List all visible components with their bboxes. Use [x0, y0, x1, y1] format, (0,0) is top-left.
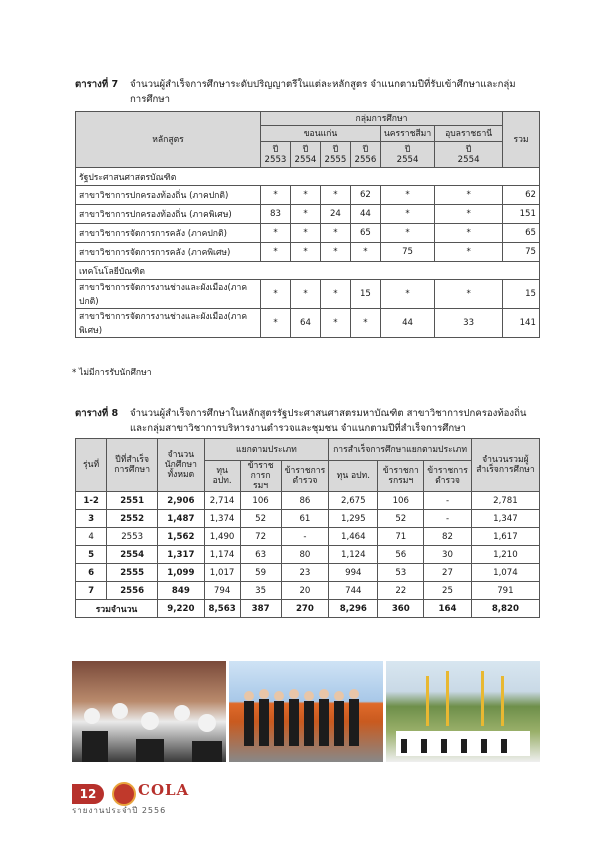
table8-subheader-cell: ทุน อปท. — [204, 461, 240, 492]
table8-cell: 35 — [240, 582, 281, 600]
table8-cell: 52 — [240, 510, 281, 528]
table8-cell: 2556 — [107, 582, 158, 600]
table8-cell: 23 — [281, 564, 329, 582]
table8-cell: 56 — [378, 546, 424, 564]
table8-cell: 53 — [378, 564, 424, 582]
table7-year-prefix: ปี — [272, 144, 279, 155]
table8-row — [76, 546, 540, 564]
table7-cell: 75 — [503, 243, 540, 262]
table7-row — [76, 309, 540, 338]
table7-year-prefix: ปี — [302, 144, 309, 155]
table7-cell: * — [260, 243, 290, 262]
table8 — [75, 438, 540, 618]
table7-caption-line1: จำนวนผู้สำเร็จการศึกษาระดับปริญญาตรีในแต่ละหลักสูตร จำแนกตามปีที่รับเข้าศึกษาและกลุ่ม — [130, 79, 516, 90]
table8-total-cell: 8,820 — [471, 600, 539, 618]
table8-cell: 2551 — [107, 492, 158, 510]
table7-year-prefix: ปี — [362, 144, 369, 155]
table8-cell: 3 — [76, 510, 107, 528]
table8-cell: 71 — [378, 528, 424, 546]
table8-total-cell: 387 — [240, 600, 281, 618]
table8-cell: 52 — [378, 510, 424, 528]
table7-cell: * — [350, 309, 380, 338]
table8-cell: 1-2 — [76, 492, 107, 510]
table7-year-prefix: ปี — [465, 144, 472, 155]
table7-cell: * — [320, 280, 350, 309]
cola-logo: COLA — [138, 781, 190, 799]
table7-cell: * — [350, 243, 380, 262]
table7-cell: * — [435, 205, 503, 224]
table7-note: * ไม่มีการรับนักศึกษา — [72, 368, 152, 378]
table7-cell: 15 — [503, 280, 540, 309]
table7-cell: * — [380, 186, 434, 205]
table7-caption — [75, 77, 516, 107]
table7-cell: 44 — [380, 309, 434, 338]
table8-cell: 4 — [76, 528, 107, 546]
table7-cell: 141 — [503, 309, 540, 338]
table7-cell: * — [290, 224, 320, 243]
table8-cell: 82 — [424, 528, 472, 546]
table8-cell: 7 — [76, 582, 107, 600]
table7-header-nakhon: นครราชสีมา — [380, 126, 434, 142]
table8-cell: 86 — [281, 492, 329, 510]
table8-total-cell: 164 — [424, 600, 472, 618]
table8-cell: 791 — [471, 582, 539, 600]
table8-cell: 794 — [204, 582, 240, 600]
table8-total-cell: 9,220 — [158, 600, 205, 618]
table7-cell: * — [260, 309, 290, 338]
table7-year-prefix: ปี — [404, 144, 411, 155]
table8-cell: 744 — [329, 582, 378, 600]
table7-cell: * — [380, 280, 434, 309]
table8-cell: 1,074 — [471, 564, 539, 582]
table7-row — [76, 224, 540, 243]
table7-cell: 24 — [320, 205, 350, 224]
table8-total-row — [76, 600, 540, 618]
table8-cell: 1,210 — [471, 546, 539, 564]
table8-header-students: จำนวนนักศึกษาทั้งหมด — [158, 439, 205, 492]
table8-cell: 2,675 — [329, 492, 378, 510]
table7-section-row — [76, 168, 540, 186]
table7-cell: 62 — [503, 186, 540, 205]
table7-cell: 62 — [350, 186, 380, 205]
table8-cell: 25 — [424, 582, 472, 600]
table7-year-cell — [380, 142, 434, 168]
table7-year-prefix: ปี — [332, 144, 339, 155]
table7-cell: * — [435, 186, 503, 205]
table7-row — [76, 205, 540, 224]
table7-header-group: กลุ่มการศึกษา — [260, 112, 502, 126]
table8-cell: 2553 — [107, 528, 158, 546]
table7-cell: * — [320, 186, 350, 205]
table7-cell: * — [435, 280, 503, 309]
table8-body — [76, 492, 540, 618]
table8-cell: 1,617 — [471, 528, 539, 546]
table7-cell: 83 — [260, 205, 290, 224]
table7-course-name: สาขาวิชาการจัดการการคลัง (ภาคปกติ) — [76, 224, 261, 243]
table8-caption — [75, 406, 526, 436]
table8-subheader-cell: ข้าราชการตำรวจ — [281, 461, 329, 492]
photo-group-figures — [229, 661, 383, 762]
table8-cell: 1,487 — [158, 510, 205, 528]
table7-year-value: 2555 — [324, 154, 347, 165]
table8-cell: 27 — [424, 564, 472, 582]
table7-year-value: 2556 — [354, 154, 377, 165]
table8-cell: 2554 — [107, 546, 158, 564]
page-number: 12 — [72, 784, 104, 804]
table7-cell: * — [260, 224, 290, 243]
table8-cell: 1,562 — [158, 528, 205, 546]
table8-cell: 30 — [424, 546, 472, 564]
table7-header-total: รวม — [503, 112, 540, 168]
table8-total-cell: 270 — [281, 600, 329, 618]
table8-subheader-cell: ข้าราชการกรมฯ — [378, 461, 424, 492]
table7-cell: * — [380, 224, 434, 243]
table8-cell: 1,017 — [204, 564, 240, 582]
table8-cell: 61 — [281, 510, 329, 528]
table7-cell: 33 — [435, 309, 503, 338]
table8-row — [76, 564, 540, 582]
table8-cell: 1,490 — [204, 528, 240, 546]
table7-cell: * — [320, 309, 350, 338]
table8-cell: - — [424, 510, 472, 528]
table8-cell: 1,174 — [204, 546, 240, 564]
photo-classroom — [72, 661, 226, 762]
table7-course-name: สาขาวิชาการปกครองท้องถิ่น (ภาคพิเศษ) — [76, 205, 261, 224]
table7-cell: 64 — [290, 309, 320, 338]
table8-cell: 59 — [240, 564, 281, 582]
table8-caption-line1: จำนวนผู้สำเร็จการศึกษาในหลักสูตรรัฐประศาสนศาสตรมหาบัณฑิต สาขาวิชาการปกครองท้องถิ่น — [130, 408, 527, 419]
table7-cell: 44 — [350, 205, 380, 224]
table7-year-value: 2554 — [396, 154, 419, 165]
table8-cell: 106 — [240, 492, 281, 510]
table8-caption-line2: และกลุ่มสาขาวิชาการบริหารงานตำรวจและชุมชน จำแนกตามปีที่สำเร็จการศึกษา — [130, 423, 466, 434]
table7 — [75, 111, 540, 338]
table8-cell: 1,124 — [329, 546, 378, 564]
table7-year-value: 2553 — [264, 154, 287, 165]
photo-ceremony-figures — [386, 661, 540, 762]
table7-course-name: สาขาวิชาการจัดการงานช่างและผังเมือง(ภาคปกติ) — [76, 280, 261, 309]
table7-course-name: สาขาวิชาการจัดการงานช่างและผังเมือง(ภาคพิเศษ) — [76, 309, 261, 338]
table8-total-cell: 360 — [378, 600, 424, 618]
table7-cell: * — [435, 243, 503, 262]
table7-year-value: 2554 — [457, 154, 480, 165]
table7-year-cell — [320, 142, 350, 168]
table7-cell: * — [290, 243, 320, 262]
photo-classroom-figures — [72, 661, 226, 762]
table8-cell: 6 — [76, 564, 107, 582]
table8-header-batch: รุ่นที่ — [76, 439, 107, 492]
table8-row — [76, 510, 540, 528]
table8-cell: 849 — [158, 582, 205, 600]
table7-row — [76, 243, 540, 262]
table8-total-cell: 8,296 — [329, 600, 378, 618]
table7-cell: * — [435, 224, 503, 243]
table7-label: ตารางที่ 7 — [75, 79, 119, 90]
table7-year-cell — [260, 142, 290, 168]
table7-section-row — [76, 262, 540, 280]
table8-cell: 106 — [378, 492, 424, 510]
table8-cell: 2555 — [107, 564, 158, 582]
table8-subheader-cell: ข้าราชการกรมฯ — [240, 461, 281, 492]
table7-cell: * — [290, 186, 320, 205]
table8-row — [76, 528, 540, 546]
table7-year-cell — [350, 142, 380, 168]
table8-subheader-cell: ข้าราชการตำรวจ — [424, 461, 472, 492]
table7-cell: * — [290, 280, 320, 309]
table7-cell: * — [320, 243, 350, 262]
annual-report-label: รายงานประจำปี 2556 — [72, 806, 167, 815]
table8-header-grad-bytype: การสำเร็จการศึกษาแยกตามประเภท — [329, 439, 472, 461]
table8-cell: 1,317 — [158, 546, 205, 564]
table7-year-value: 2554 — [294, 154, 317, 165]
table7-course-name: สาขาวิชาการปกครองท้องถิ่น (ภาคปกติ) — [76, 186, 261, 205]
table7-cell: 75 — [380, 243, 434, 262]
table7-row — [76, 186, 540, 205]
table8-cell: 22 — [378, 582, 424, 600]
table7-cell: 15 — [350, 280, 380, 309]
table7-header-khonkaen: ขอนแก่น — [260, 126, 380, 142]
college-seal-icon — [112, 782, 136, 806]
table7-body — [76, 168, 540, 338]
table8-cell: 63 — [240, 546, 281, 564]
table8-cell: 1,347 — [471, 510, 539, 528]
table8-cell: 1,464 — [329, 528, 378, 546]
table7-section-title: รัฐประศาสนศาสตรบัณฑิต — [76, 168, 540, 186]
table8-cell: 72 — [240, 528, 281, 546]
table7-row — [76, 280, 540, 309]
table7-caption-line2: การศึกษา — [130, 94, 170, 105]
table8-cell: 994 — [329, 564, 378, 582]
table8-header-year: ปีที่สำเร็จการศึกษา — [107, 439, 158, 492]
table7-cell: * — [260, 186, 290, 205]
table7-header-course: หลักสูตร — [76, 112, 261, 168]
table7-year-cell — [290, 142, 320, 168]
table8-cell: 2552 — [107, 510, 158, 528]
table7-cell: * — [260, 280, 290, 309]
table8-row — [76, 492, 540, 510]
table8-cell: - — [424, 492, 472, 510]
table8-cell: - — [281, 528, 329, 546]
table8-cell: 2,781 — [471, 492, 539, 510]
table8-cell: 1,099 — [158, 564, 205, 582]
table8-total-cell: 8,563 — [204, 600, 240, 618]
table8-total-label: รวมจำนวน — [76, 600, 158, 618]
table7-cell: 65 — [503, 224, 540, 243]
table7-course-name: สาขาวิชาการจัดการการคลัง (ภาคพิเศษ) — [76, 243, 261, 262]
table8-subheader-cell: ทุน อปท. — [329, 461, 378, 492]
photo-group — [229, 661, 383, 762]
table7-cell: 151 — [503, 205, 540, 224]
table8-header-bytype: แยกตามประเภท — [204, 439, 329, 461]
table8-label: ตารางที่ 8 — [75, 408, 119, 419]
table8-cell: 2,906 — [158, 492, 205, 510]
table7-cell: * — [380, 205, 434, 224]
photo-ceremony — [386, 661, 540, 762]
table7-cell: 65 — [350, 224, 380, 243]
table8-cell: 5 — [76, 546, 107, 564]
table7-header-ubon: อุบลราชธานี — [435, 126, 503, 142]
table8-cell: 20 — [281, 582, 329, 600]
table8-cell: 1,295 — [329, 510, 378, 528]
table7-cell: * — [290, 205, 320, 224]
table7-year-cell — [435, 142, 503, 168]
table7-cell: * — [320, 224, 350, 243]
table8-cell: 80 — [281, 546, 329, 564]
table8-cell: 2,714 — [204, 492, 240, 510]
table8-header-grad-total: จำนวนรวมผู้สำเร็จการศึกษา — [471, 439, 539, 492]
table8-row — [76, 582, 540, 600]
table8-cell: 1,374 — [204, 510, 240, 528]
table7-section-title: เทคโนโลยีบัณฑิต — [76, 262, 540, 280]
